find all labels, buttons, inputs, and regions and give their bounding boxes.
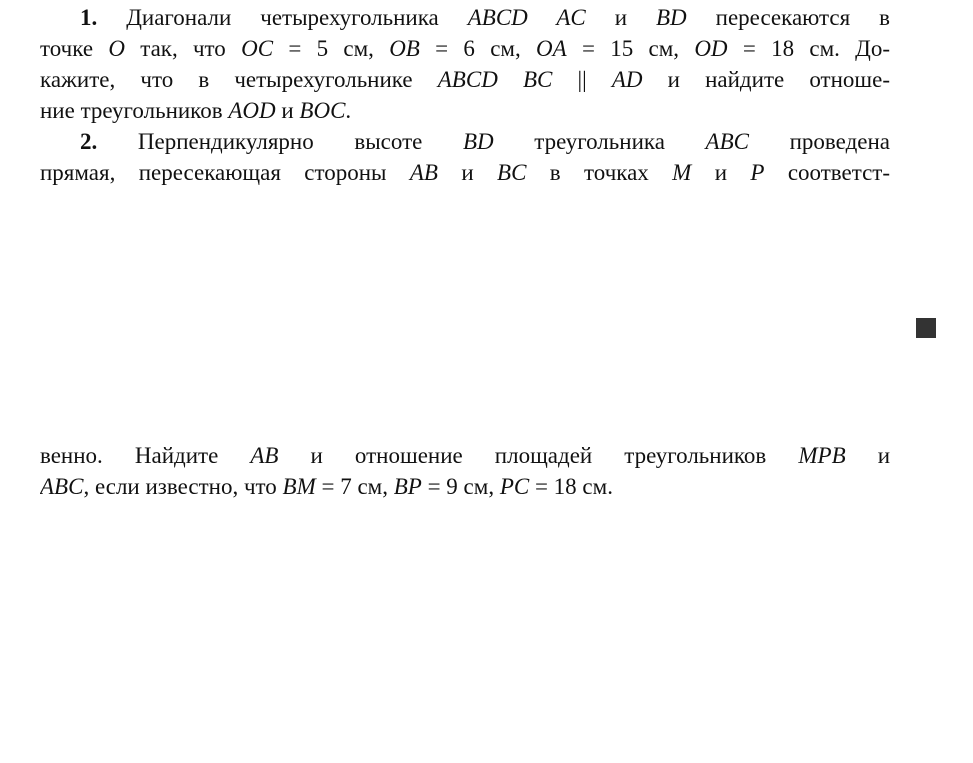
problem-1-line-3 (40, 64, 890, 95)
text-run: пересекаются в (686, 5, 890, 30)
text-run: = 18 см. (529, 474, 613, 499)
text-run: AOD (228, 98, 276, 123)
text-run: BOC (299, 98, 346, 123)
text-run: ABC (705, 129, 749, 154)
text-run: OB (389, 36, 420, 61)
text-run: BC (497, 160, 527, 185)
text-run: BP (393, 474, 422, 499)
problem-2-line-2 (40, 157, 890, 188)
text-run: = 9 см, (421, 474, 500, 499)
text-run: ABC (40, 474, 84, 499)
text-run: и найдите отноше- (642, 67, 890, 92)
text-run: OA (536, 36, 567, 61)
text-run: P (750, 160, 765, 185)
text-run: O (108, 36, 125, 61)
text-run: = 15 см, (566, 36, 695, 61)
text-run: и (437, 160, 498, 185)
problem-2-line-3 (40, 440, 890, 471)
text-run: ние треугольников (40, 98, 229, 123)
problem-2-line-4 (40, 471, 890, 502)
text-run: так, что (124, 36, 242, 61)
text-run: || (552, 67, 612, 92)
problem-1-line-2 (40, 33, 890, 64)
text-run: и (845, 443, 890, 468)
text-run: точке (40, 36, 109, 61)
problem-2-line-1 (40, 126, 890, 157)
text-run: AD (611, 67, 643, 92)
text-run: и (691, 160, 751, 185)
text-run: Диагонали четырехугольника (97, 5, 468, 30)
text-run: Перпендикулярно высоте (97, 129, 463, 154)
text-run: BD (656, 5, 687, 30)
text-run: BD (462, 129, 494, 154)
text-run: , если известно, что (83, 474, 283, 499)
text-run: = 7 см, (315, 474, 394, 499)
text-run: AB (409, 160, 438, 185)
text-run: и отношение площадей треугольников (278, 443, 799, 468)
problem-1-line-1 (40, 2, 890, 33)
text-run: . (345, 98, 352, 123)
text-run: проведена (749, 129, 890, 154)
text-run: OC (241, 36, 274, 61)
text-run: M (672, 160, 692, 185)
text-run: ABCD BC (437, 67, 553, 92)
text-run: PC (499, 474, 530, 499)
text-run: ABCD AC (467, 5, 586, 30)
text-run: = 6 см, (419, 36, 536, 61)
text-run: в точках (526, 160, 673, 185)
text-run: венно. Найдите (40, 443, 251, 468)
text-run: BM (282, 474, 316, 499)
text-run: треугольника (493, 129, 706, 154)
text-run: и (275, 98, 300, 123)
text-run: кажите, что в четырехугольнике (40, 67, 438, 92)
problem-2-number: 2. (80, 129, 98, 154)
problem-1-number: 1. (80, 5, 98, 30)
text-run: OD (694, 36, 728, 61)
text-run: = 18 см. До- (727, 36, 890, 61)
text-run: и (585, 5, 656, 30)
problem-1-line-4 (40, 95, 890, 126)
text-run: MPB (798, 443, 846, 468)
text-run: прямая, пересекающая стороны (40, 160, 410, 185)
text-run: = 5 см, (273, 36, 390, 61)
square-icon (916, 318, 936, 338)
text-block-bottom (40, 440, 890, 502)
text-run: AB (250, 443, 279, 468)
text-run: соответст- (764, 160, 890, 185)
text-block-top (40, 2, 890, 188)
